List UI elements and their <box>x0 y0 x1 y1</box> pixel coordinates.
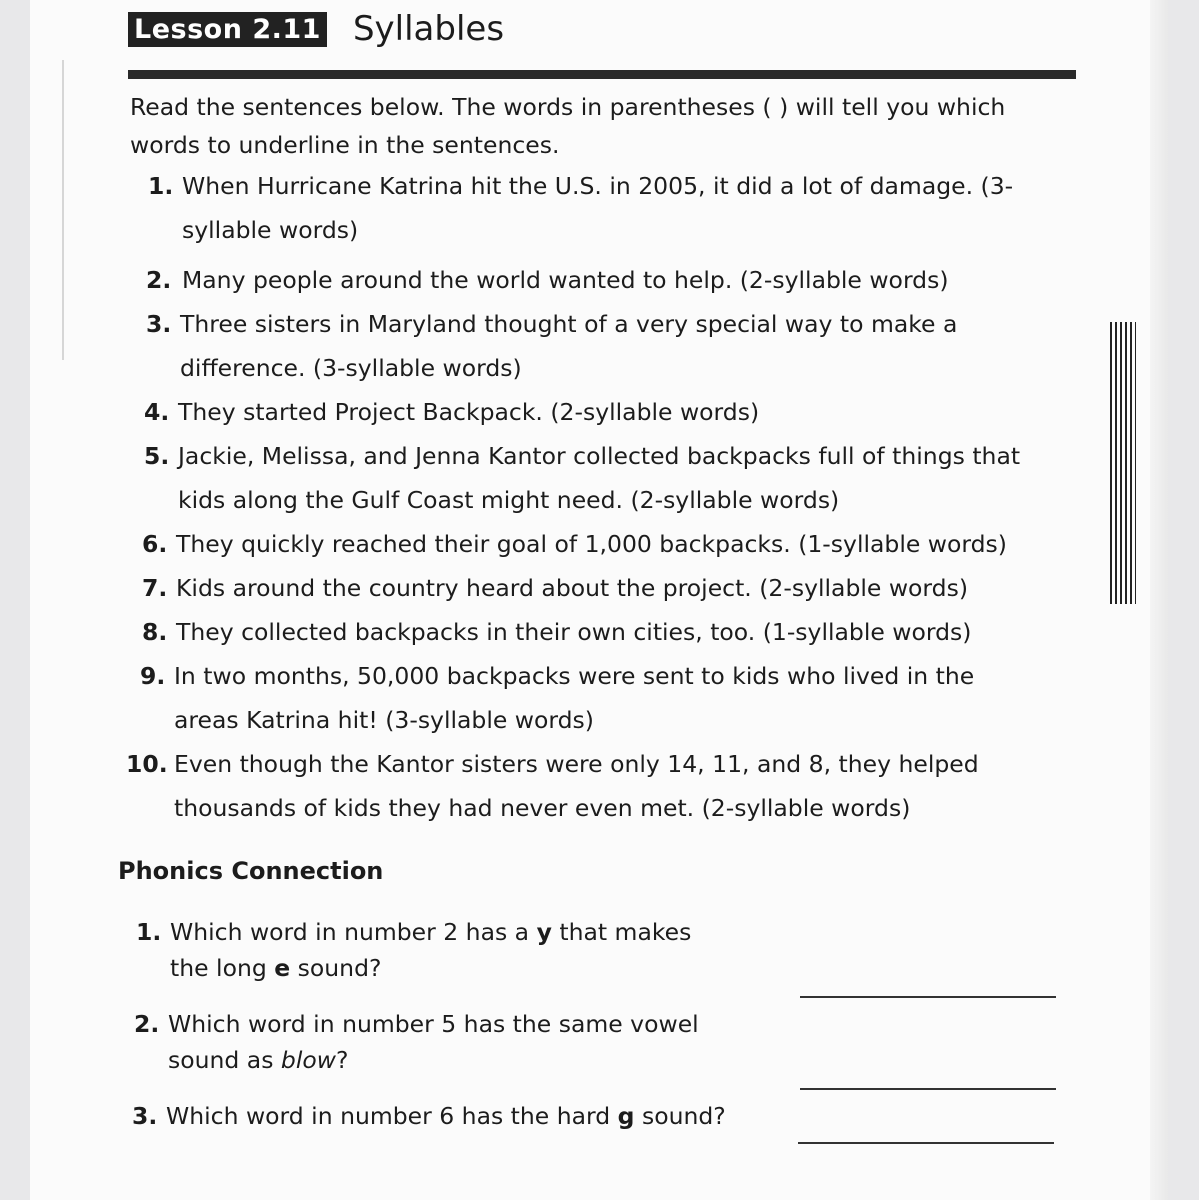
answer-line-2[interactable] <box>800 1088 1056 1090</box>
text-part: Which word in number 2 has a <box>170 918 537 946</box>
phonics-question-number: 1. <box>136 918 162 946</box>
question-text: They quickly reached their goal of 1,000 backpacks. (1-syllable words) <box>176 530 1007 558</box>
instructions-text: Read the sentences below. The words in parentheses ( ) will tell you which words to underline in the sentences. <box>130 93 1006 159</box>
question-number: 4. <box>144 398 170 426</box>
text-part: ? <box>335 1046 349 1074</box>
text-part: that makes the long <box>170 918 692 982</box>
answer-line-3[interactable] <box>798 1142 1054 1144</box>
question-number: 5. <box>144 442 170 470</box>
phonics-question-2 <box>134 1006 744 1078</box>
question-number: 7. <box>142 574 168 602</box>
text-part: Which word in number 6 has the hard <box>166 1102 618 1130</box>
answer-line-1[interactable] <box>800 996 1056 998</box>
phonics-question-text <box>136 914 736 986</box>
binder-edge-lines <box>1110 322 1136 604</box>
question-number: 6. <box>142 530 168 558</box>
question-text: In two months, 50,000 backpacks were sent to kids who lived in the areas Katrina hit! (3-syllable words) <box>174 662 975 734</box>
question-10 <box>126 742 1040 830</box>
question-text: They collected backpacks in their own cities, too. (1-syllable words) <box>176 618 972 646</box>
question-5 <box>144 434 1064 522</box>
question-text: Even though the Kantor sisters were only 14, 11, and 8, they helped thousands of kids they had never even met. (2-syllable words) <box>174 750 979 822</box>
question-text: Three sisters in Maryland thought of a very special way to make a difference. (3-syllable words) <box>180 310 958 382</box>
phonics-connection-title: Phonics Connection <box>118 857 384 885</box>
question-number: 9. <box>140 662 166 690</box>
header-rule <box>128 70 1076 79</box>
question-text: Many people around the world wanted to help. (2-syllable words) <box>182 266 949 294</box>
phonics-question-text <box>132 1098 792 1134</box>
question-text: Kids around the country heard about the project. (2-syllable words) <box>176 574 969 602</box>
lesson-title: Syllables <box>352 9 505 49</box>
question-8 <box>142 610 1062 654</box>
text-part: sound? <box>290 954 382 982</box>
phonics-question-3 <box>132 1098 792 1134</box>
question-9 <box>140 654 1040 742</box>
phonics-question-number: 2. <box>134 1010 160 1038</box>
text-part: sound? <box>634 1102 726 1130</box>
question-4 <box>144 390 1064 434</box>
phonics-question-1 <box>136 914 736 986</box>
question-number: 10. <box>126 750 168 778</box>
lesson-label: Lesson 2.11 <box>128 12 327 47</box>
question-number: 8. <box>142 618 168 646</box>
italic-word: blow <box>280 1046 336 1074</box>
question-text: When Hurricane Katrina hit the U.S. in 2005, it did a lot of damage. (3-syllable words) <box>182 172 1014 244</box>
bold-letter: y <box>536 918 552 946</box>
question-number: 3. <box>146 310 172 338</box>
question-1 <box>148 164 1068 252</box>
question-text: They started Project Backpack. (2-syllable words) <box>178 398 760 426</box>
lesson-header <box>128 8 504 50</box>
page-edge-shadow <box>1150 0 1168 1200</box>
text-part: Which word in number 5 has the same vowel sound as <box>168 1010 699 1074</box>
phonics-question-text <box>134 1006 744 1078</box>
question-number: 1. <box>148 172 174 200</box>
question-7 <box>142 566 1062 610</box>
question-number: 2. <box>146 266 172 294</box>
phonics-question-number: 3. <box>132 1102 158 1130</box>
question-3 <box>146 302 1046 390</box>
bold-letter: e <box>274 954 291 982</box>
bold-letter: g <box>617 1102 635 1130</box>
question-6 <box>142 522 1072 566</box>
question-2 <box>146 258 1066 302</box>
question-text: Jackie, Melissa, and Jenna Kantor collected backpacks full of things that kids along the Gulf Coast might need. (2-syllable words) <box>178 442 1021 514</box>
scan-edge-shadow <box>62 60 64 360</box>
